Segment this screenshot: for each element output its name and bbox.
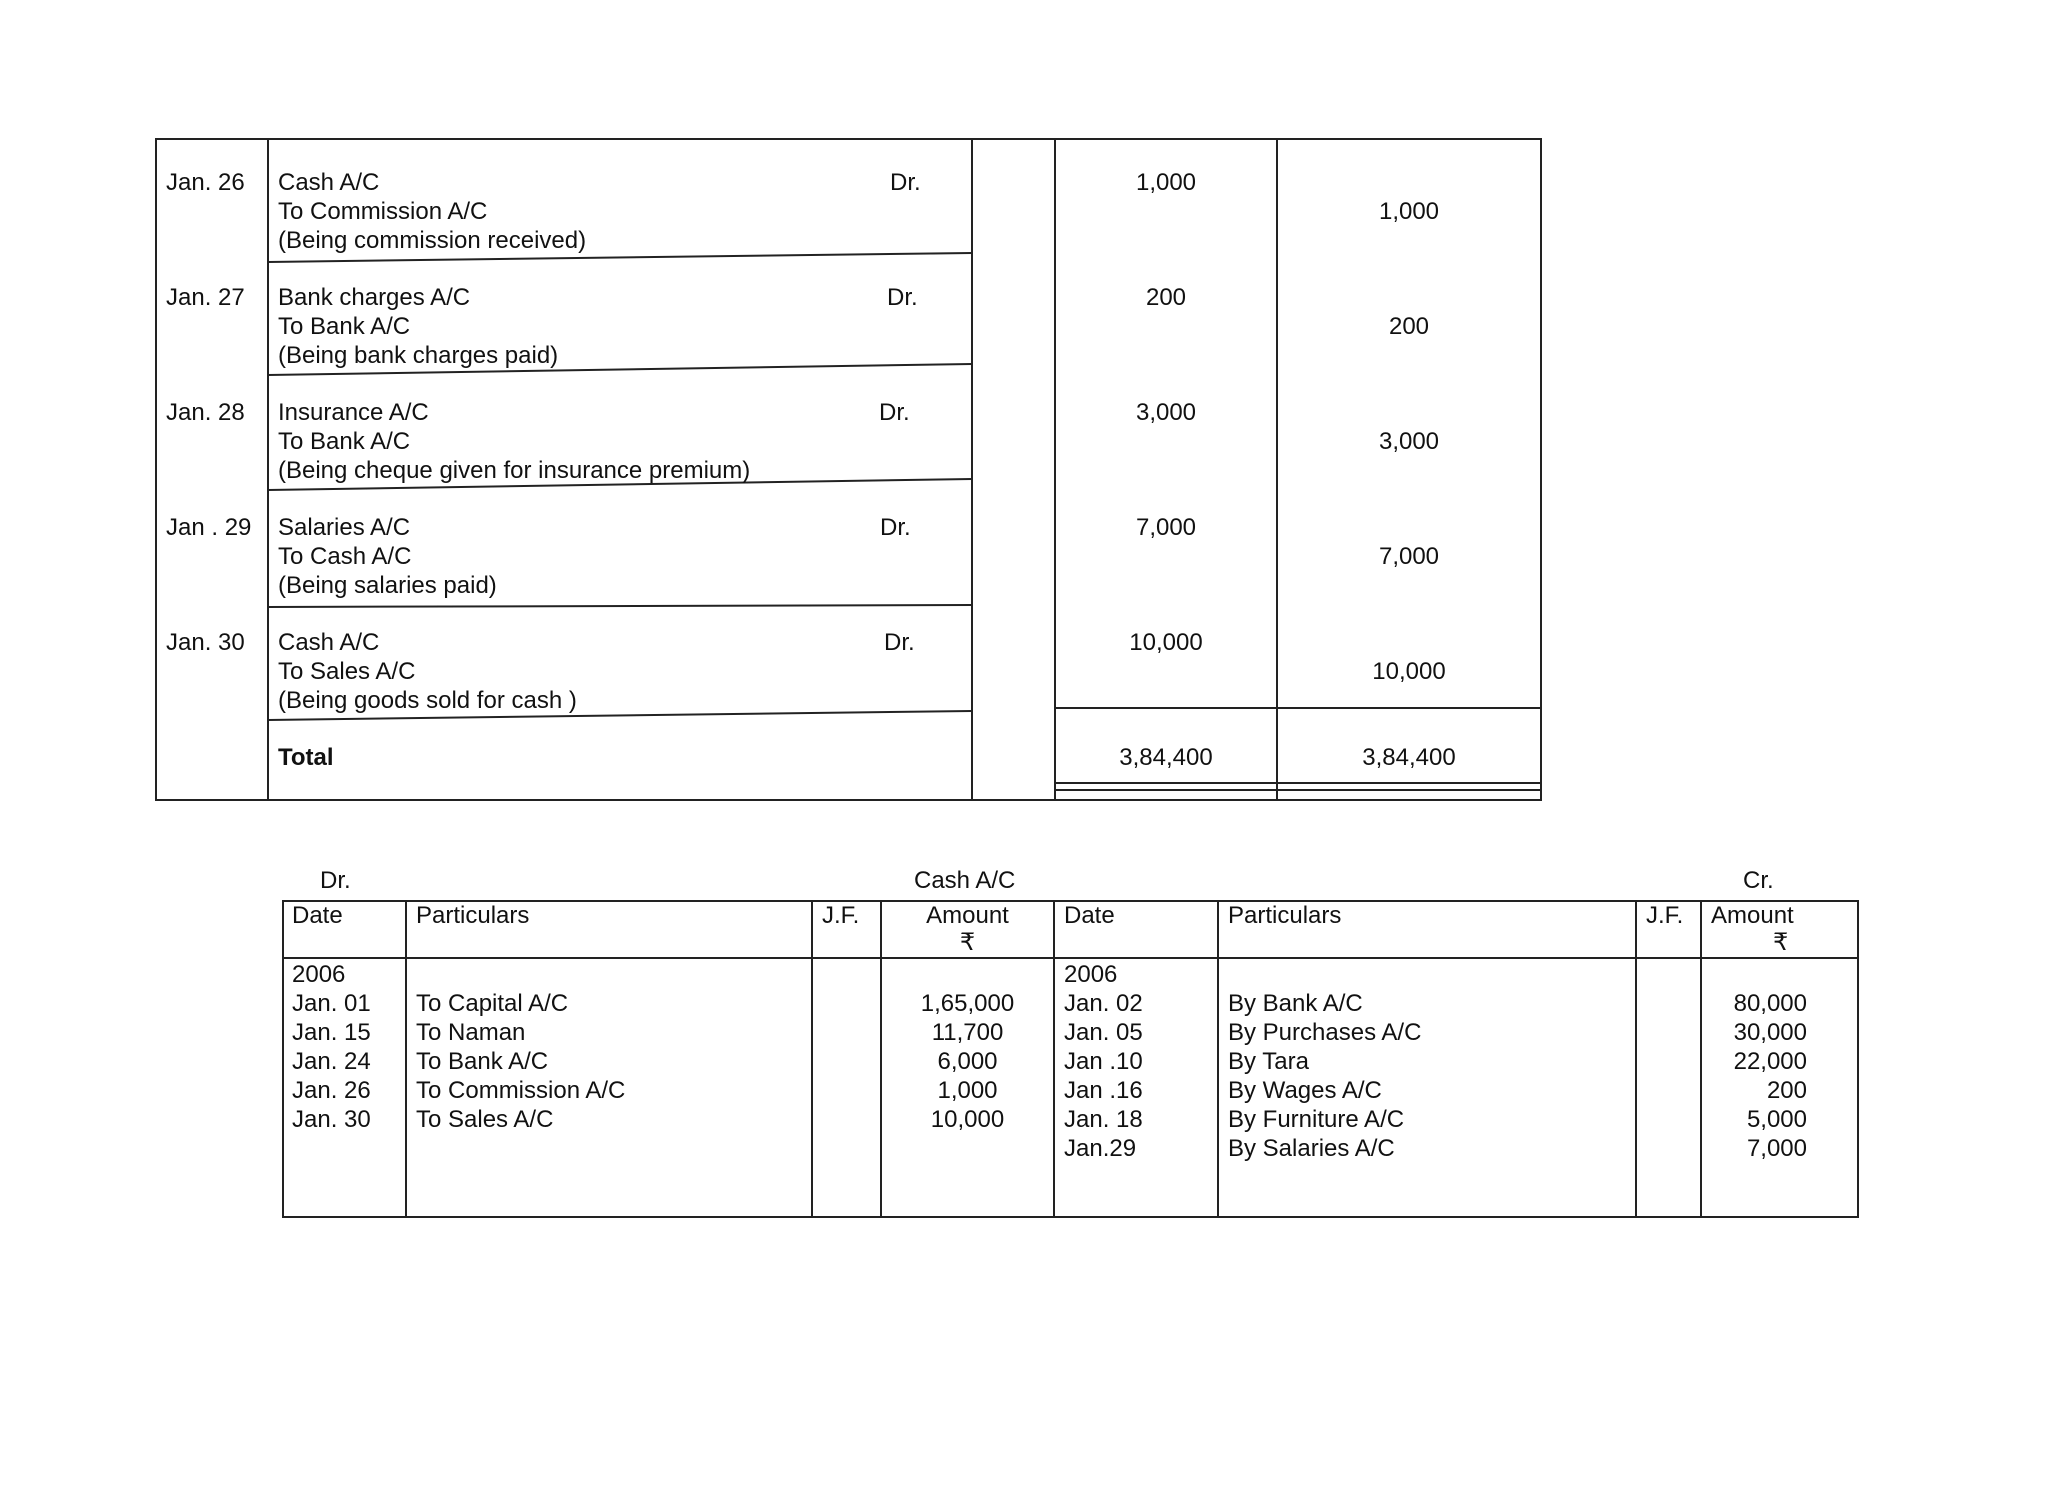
credit-row-amount: 30,000 <box>1733 1019 1807 1046</box>
credit-row-particulars: By Bank A/C <box>1228 990 1363 1017</box>
credit-row-date: Jan.29 <box>1064 1135 1137 1162</box>
header-currency: ₹ <box>1773 929 1789 956</box>
entry-credit-account: To Bank A/C <box>278 313 411 340</box>
credit-year: 2006 <box>1064 961 1118 988</box>
entry-debit-account: Cash A/C <box>278 169 380 196</box>
debit-row-amount: 11,700 <box>931 1019 1004 1046</box>
entry-credit-amount: 200 <box>1388 313 1430 340</box>
credit-row-date: Jan .16 <box>1064 1077 1143 1104</box>
credit-row-particulars: By Salaries A/C <box>1228 1135 1395 1162</box>
entry-narration: (Being cheque given for insurance premium) <box>278 457 751 484</box>
journal-total-double-rule-2 <box>1054 789 1542 791</box>
header-particulars: Particulars <box>1228 902 1342 929</box>
journal-total-top-rule <box>1054 707 1542 709</box>
debit-row-date: Jan. 15 <box>292 1019 371 1046</box>
debit-row-date: Jan. 30 <box>292 1106 371 1133</box>
entry-debit-amount: 7,000 <box>1135 514 1197 541</box>
entry-credit-amount: 3,000 <box>1378 428 1440 455</box>
header-jf: J.F. <box>1646 902 1684 929</box>
credit-row-date: Jan. 05 <box>1064 1019 1143 1046</box>
debit-row-particulars: To Naman <box>416 1019 526 1046</box>
header-currency: ₹ <box>959 929 976 956</box>
entry-date: Jan. 30 <box>166 629 245 656</box>
ledger-header-rule <box>282 957 1859 959</box>
header-jf: J.F. <box>822 902 860 929</box>
header-amount: Amount <box>926 902 1009 929</box>
entry-credit-account: To Cash A/C <box>278 543 412 570</box>
ledger-border-right <box>1857 900 1859 1218</box>
ledger-cr-label: Cr. <box>1743 867 1774 894</box>
entry-narration: (Being salaries paid) <box>278 572 497 599</box>
header-particulars: Particulars <box>416 902 530 929</box>
ledger-border-left <box>282 900 284 1218</box>
credit-row-amount: 200 <box>1766 1077 1807 1104</box>
debit-row-amount: 1,000 <box>937 1077 998 1104</box>
ledger-dr-label: Dr. <box>320 867 351 894</box>
journal-total-double-rule-1 <box>1054 782 1542 784</box>
entry-debit-amount: 10,000 <box>1129 629 1203 656</box>
entry-debit-account: Cash A/C <box>278 629 380 656</box>
entry-dr-label: Dr. <box>884 629 915 656</box>
debit-row-particulars: To Commission A/C <box>416 1077 626 1104</box>
debit-row-amount: 10,000 <box>930 1106 1005 1133</box>
header-amount: Amount <box>1711 902 1794 929</box>
ledger-col-divider-center <box>1053 900 1055 1218</box>
ledger-col-divider <box>1635 900 1637 1218</box>
credit-row-date: Jan .10 <box>1064 1048 1143 1075</box>
debit-year: 2006 <box>292 961 346 988</box>
ledger-col-divider <box>811 900 813 1218</box>
credit-row-date: Jan. 02 <box>1064 990 1143 1017</box>
debit-row-particulars: To Sales A/C <box>416 1106 554 1133</box>
entry-credit-amount: 10,000 <box>1372 658 1446 685</box>
total-debit-amount: 3,84,400 <box>1119 744 1213 771</box>
entry-credit-account: To Bank A/C <box>278 428 411 455</box>
debit-row-particulars: To Bank A/C <box>416 1048 549 1075</box>
entry-dr-label: Dr. <box>890 169 921 196</box>
credit-row-amount: 5,000 <box>1746 1106 1807 1133</box>
header-date: Date <box>292 902 343 929</box>
credit-row-date: Jan. 18 <box>1064 1106 1143 1133</box>
entry-date: Jan . 29 <box>166 514 252 541</box>
credit-row-particulars: By Tara <box>1228 1048 1309 1075</box>
credit-row-amount: 7,000 <box>1746 1135 1807 1162</box>
entry-debit-amount: 3,000 <box>1135 399 1197 426</box>
entry-dr-label: Dr. <box>879 399 910 426</box>
entry-date: Jan. 27 <box>166 284 245 311</box>
entry-date: Jan. 28 <box>166 399 245 426</box>
entry-credit-account: To Commission A/C <box>278 198 488 225</box>
ledger-border-bottom <box>282 1216 1859 1218</box>
debit-row-amount: 1,65,000 <box>920 990 1015 1017</box>
entry-debit-account: Insurance A/C <box>278 399 429 426</box>
credit-row-particulars: By Purchases A/C <box>1228 1019 1422 1046</box>
debit-row-particulars: To Capital A/C <box>416 990 569 1017</box>
ledger-col-divider <box>1217 900 1219 1218</box>
credit-row-amount: 22,000 <box>1733 1048 1807 1075</box>
debit-row-amount: 6,000 <box>937 1048 998 1075</box>
total-label: Total <box>278 744 334 771</box>
entry-dr-label: Dr. <box>887 284 918 311</box>
debit-row-date: Jan. 24 <box>292 1048 371 1075</box>
entry-debit-amount: 1,000 <box>1135 169 1197 196</box>
debit-row-date: Jan. 01 <box>292 990 371 1017</box>
header-date: Date <box>1064 902 1115 929</box>
entry-dr-label: Dr. <box>880 514 911 541</box>
entry-debit-account: Bank charges A/C <box>278 284 471 311</box>
entry-credit-amount: 7,000 <box>1378 543 1440 570</box>
entry-narration: (Being goods sold for cash ) <box>278 687 577 714</box>
entry-debit-account: Salaries A/C <box>278 514 411 541</box>
entry-date: Jan. 26 <box>166 169 245 196</box>
ledger-title: Cash A/C <box>914 867 1016 894</box>
entry-narration: (Being bank charges paid) <box>278 342 559 369</box>
credit-row-amount: 80,000 <box>1733 990 1807 1017</box>
entry-debit-amount: 200 <box>1145 284 1187 311</box>
debit-row-date: Jan. 26 <box>292 1077 371 1104</box>
total-credit-amount: 3,84,400 <box>1362 744 1456 771</box>
ledger-col-divider <box>405 900 407 1218</box>
credit-row-particulars: By Wages A/C <box>1228 1077 1382 1104</box>
credit-row-particulars: By Furniture A/C <box>1228 1106 1405 1133</box>
entry-credit-amount: 1,000 <box>1378 198 1440 225</box>
entry-narration: (Being commission received) <box>278 227 587 254</box>
entry-credit-account: To Sales A/C <box>278 658 416 685</box>
